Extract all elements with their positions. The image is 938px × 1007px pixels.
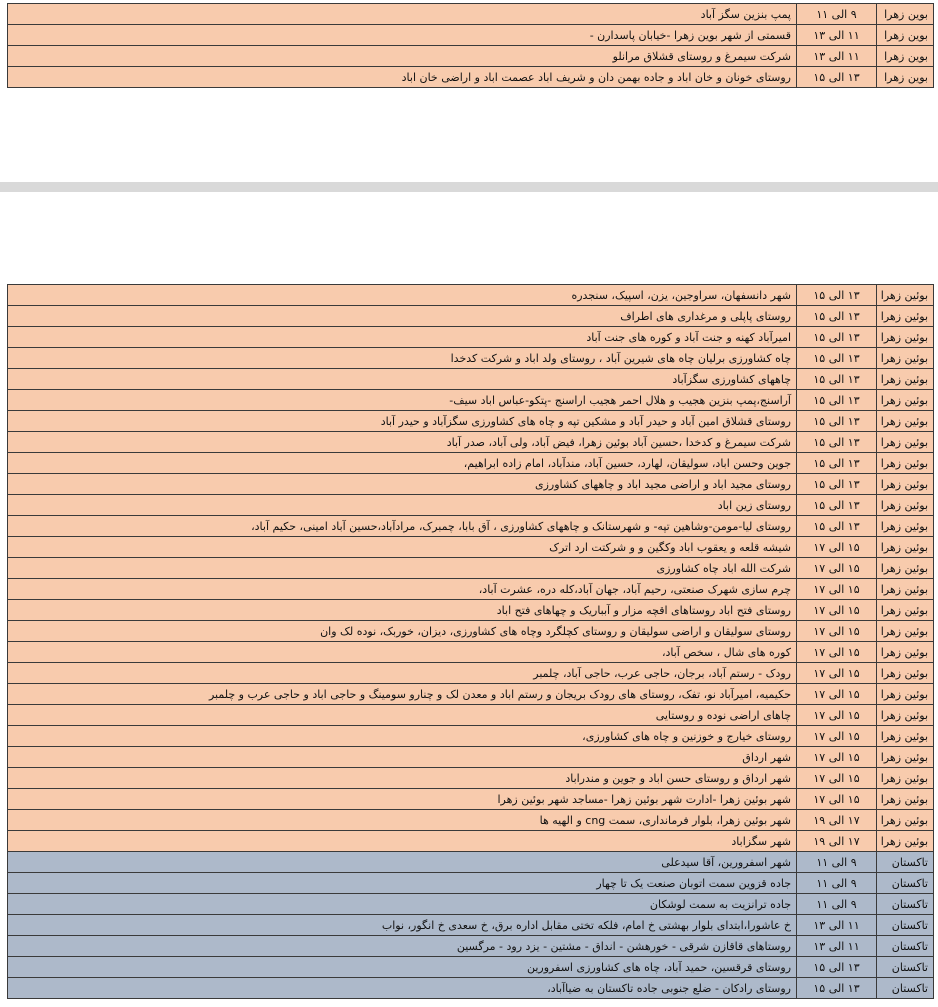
time-cell: ۹ الی ۱۱ bbox=[797, 894, 877, 915]
area-cell: جوین وحسن اباد، سولیقان، لهارد، حسین آباد، مندآباد، امام زاده ابراهیم، bbox=[8, 453, 797, 474]
table-row bbox=[8, 390, 934, 411]
time-cell: ۱۳ الی ۱۵ bbox=[797, 390, 877, 411]
table-row bbox=[8, 936, 934, 957]
time-cell: ۱۳ الی ۱۵ bbox=[797, 978, 877, 999]
time-cell: ۱۳ الی ۱۵ bbox=[797, 453, 877, 474]
table-row bbox=[8, 684, 934, 705]
table-row bbox=[8, 579, 934, 600]
area-cell: شهر سگزاباد bbox=[8, 831, 797, 852]
city-cell: بوین زهرا bbox=[877, 67, 934, 88]
city-cell: بوئین زهرا bbox=[877, 516, 934, 537]
area-cell: شهر ارداق و روستای حسن اباد و جوین و مندراباد bbox=[8, 768, 797, 789]
city-cell: بوئین زهرا bbox=[877, 789, 934, 810]
city-cell: تاکستان bbox=[877, 894, 934, 915]
table-row bbox=[8, 852, 934, 873]
table-row bbox=[8, 810, 934, 831]
outage-table-top bbox=[7, 3, 934, 88]
area-cell: روستای زین اباد bbox=[8, 495, 797, 516]
time-cell: ۱۵ الی ۱۷ bbox=[797, 726, 877, 747]
city-cell: بوئین زهرا bbox=[877, 495, 934, 516]
table-row bbox=[8, 285, 934, 306]
table-row bbox=[8, 411, 934, 432]
area-cell: رودک - رستم آباد، برجان، حاجی عرب، حاجی آباد، چلمبر bbox=[8, 663, 797, 684]
city-cell: تاکستان bbox=[877, 852, 934, 873]
city-cell: بوین زهرا bbox=[877, 46, 934, 67]
area-cell: شهر بوئین زهرا -ادارت شهر بوئین زهرا -مساجد شهر بوئین زهرا bbox=[8, 789, 797, 810]
area-cell: روستای فتح اباد روستاهای اقچه مزار و آبباریک و چهاهای فتح اباد bbox=[8, 600, 797, 621]
table-row bbox=[8, 894, 934, 915]
city-cell: تاکستان bbox=[877, 915, 934, 936]
area-cell: قسمتی از شهر بوین زهرا -خیابان پاسدارن - bbox=[8, 25, 797, 46]
time-cell: ۱۷ الی ۱۹ bbox=[797, 810, 877, 831]
time-cell: ۱۵ الی ۱۷ bbox=[797, 789, 877, 810]
time-cell: ۱۳ الی ۱۵ bbox=[797, 327, 877, 348]
section-divider bbox=[0, 182, 938, 192]
time-cell: ۱۳ الی ۱۵ bbox=[797, 432, 877, 453]
table-row bbox=[8, 432, 934, 453]
outage-table-main bbox=[7, 284, 934, 999]
area-cell: شهر دانسفهان، سراوجین، یزن، اسپیک، سنجدره bbox=[8, 285, 797, 306]
time-cell: ۱۵ الی ۱۷ bbox=[797, 642, 877, 663]
time-cell: ۱۱ الی ۱۳ bbox=[797, 915, 877, 936]
table-row bbox=[8, 516, 934, 537]
area-cell: شهر ارداق bbox=[8, 747, 797, 768]
time-cell: ۱۳ الی ۱۵ bbox=[797, 495, 877, 516]
area-cell: شیشه قلعه و یعقوب اباد وکگین و و شرکتت ارد اترک bbox=[8, 537, 797, 558]
city-cell: بوئین زهرا bbox=[877, 810, 934, 831]
time-cell: ۱۵ الی ۱۷ bbox=[797, 705, 877, 726]
time-cell: ۱۳ الی ۱۵ bbox=[797, 957, 877, 978]
table-row bbox=[8, 621, 934, 642]
table-row bbox=[8, 915, 934, 936]
table-row bbox=[8, 873, 934, 894]
city-cell: بوئین زهرا bbox=[877, 306, 934, 327]
city-cell: بوئین زهرا bbox=[877, 831, 934, 852]
city-cell: بوئین زهرا bbox=[877, 747, 934, 768]
city-cell: بوئین زهرا bbox=[877, 726, 934, 747]
time-cell: ۱۵ الی ۱۷ bbox=[797, 768, 877, 789]
table-row bbox=[8, 306, 934, 327]
table-row bbox=[8, 978, 934, 999]
city-cell: بوئین زهرا bbox=[877, 474, 934, 495]
area-cell: روستای رادکان - ضلع جنوبی جاده تاکستان به ضیاآباد، bbox=[8, 978, 797, 999]
table-row bbox=[8, 537, 934, 558]
time-cell: ۱۷ الی ۱۹ bbox=[797, 831, 877, 852]
table-row bbox=[8, 25, 934, 46]
time-cell: ۱۳ الی ۱۵ bbox=[797, 285, 877, 306]
time-cell: ۱۵ الی ۱۷ bbox=[797, 579, 877, 600]
area-cell: شرکت سیمرغ و روستای قشلاق مرانلو bbox=[8, 46, 797, 67]
table-row bbox=[8, 600, 934, 621]
area-cell: امیرآباد کهنه و جنت آباد و کوره های جنت آباد bbox=[8, 327, 797, 348]
table-row bbox=[8, 705, 934, 726]
city-cell: بوئین زهرا bbox=[877, 558, 934, 579]
table-row bbox=[8, 369, 934, 390]
area-cell: روستای خونان و خان اباد و جاده بهمن دان و شریف اباد عصمت اباد و اراضی خان اباد bbox=[8, 67, 797, 88]
city-cell: بوئین زهرا bbox=[877, 537, 934, 558]
city-cell: بوئین زهرا bbox=[877, 432, 934, 453]
time-cell: ۱۱ الی ۱۳ bbox=[797, 25, 877, 46]
table-row bbox=[8, 789, 934, 810]
area-cell: حکیمیه، امیرآباد نو، تفک، روستای های رودک بریجان و رستم اباد و معدن لک و چنارو سومینگ و حاجی اباد و حاجی عرب و چلمبر bbox=[8, 684, 797, 705]
table-row bbox=[8, 495, 934, 516]
city-cell: بوئین زهرا bbox=[877, 684, 934, 705]
table-row bbox=[8, 474, 934, 495]
area-cell: شهر بوئین زهرا، بلوار فرمانداری، سمت cng و الهیه ها bbox=[8, 810, 797, 831]
city-cell: بوین زهرا bbox=[877, 4, 934, 25]
time-cell: ۱۵ الی ۱۷ bbox=[797, 684, 877, 705]
time-cell: ۱۱ الی ۱۳ bbox=[797, 46, 877, 67]
table-row bbox=[8, 831, 934, 852]
city-cell: تاکستان bbox=[877, 873, 934, 894]
time-cell: ۱۳ الی ۱۵ bbox=[797, 348, 877, 369]
time-cell: ۱۳ الی ۱۵ bbox=[797, 474, 877, 495]
city-cell: بوئین زهرا bbox=[877, 600, 934, 621]
city-cell: بوئین زهرا bbox=[877, 663, 934, 684]
city-cell: بوئین زهرا bbox=[877, 369, 934, 390]
time-cell: ۱۱ الی ۱۳ bbox=[797, 936, 877, 957]
area-cell: روستاهای قاقازن شرقی - خورهشن - انداق - مشتین - یزد رود - مرگسین bbox=[8, 936, 797, 957]
area-cell: چاه کشاورزی برلیان چاه های شیرین آباد ، روستای ولد اباد و شرکت کدخدا bbox=[8, 348, 797, 369]
table-row bbox=[8, 558, 934, 579]
time-cell: ۱۵ الی ۱۷ bbox=[797, 558, 877, 579]
city-cell: بوئین زهرا bbox=[877, 579, 934, 600]
time-cell: ۱۳ الی ۱۵ bbox=[797, 369, 877, 390]
city-cell: تاکستان bbox=[877, 957, 934, 978]
time-cell: ۱۵ الی ۱۷ bbox=[797, 621, 877, 642]
city-cell: بوئین زهرا bbox=[877, 705, 934, 726]
table-row bbox=[8, 663, 934, 684]
city-cell: بوئین زهرا bbox=[877, 768, 934, 789]
city-cell: بوئین زهرا bbox=[877, 327, 934, 348]
city-cell: بوئین زهرا bbox=[877, 642, 934, 663]
time-cell: ۱۳ الی ۱۵ bbox=[797, 411, 877, 432]
time-cell: ۱۳ الی ۱۵ bbox=[797, 67, 877, 88]
time-cell: ۱۳ الی ۱۵ bbox=[797, 516, 877, 537]
table-row bbox=[8, 642, 934, 663]
area-cell: چاههای کشاورزی سگزآباد bbox=[8, 369, 797, 390]
area-cell: روستای لیا-مومن-وشاهین تپه- و شهرستانک و چاههای کشاورزی ، آق بابا، چمبرک، مرادآباد،حسین آباد امینی، حکیم آباد، bbox=[8, 516, 797, 537]
time-cell: ۱۵ الی ۱۷ bbox=[797, 537, 877, 558]
time-cell: ۹ الی ۱۱ bbox=[797, 873, 877, 894]
area-cell: روستای مجید اباد و اراضی مجید اباد و چاههای کشاورزی bbox=[8, 474, 797, 495]
area-cell: شرکت الله اباد چاه کشاورزی bbox=[8, 558, 797, 579]
table-row bbox=[8, 957, 934, 978]
city-cell: تاکستان bbox=[877, 936, 934, 957]
area-cell: جاده ترانزیت به سمت لوشکان bbox=[8, 894, 797, 915]
area-cell: جاده قزوین سمت اتوبان صنعت یک تا چهار bbox=[8, 873, 797, 894]
city-cell: بوئین زهرا bbox=[877, 411, 934, 432]
area-cell: شرکت سیمرغ و کدخدا ،حسین آباد بوئین زهرا، فیض آباد، ولی آباد، صدر آباد bbox=[8, 432, 797, 453]
time-cell: ۱۵ الی ۱۷ bbox=[797, 747, 877, 768]
area-cell: آراسنج،پمپ بنزین هجیب و هلال احمر هجیب اراسنج -پتکو-عباس اباد سیف- bbox=[8, 390, 797, 411]
time-cell: ۱۳ الی ۱۵ bbox=[797, 306, 877, 327]
time-cell: ۱۵ الی ۱۷ bbox=[797, 600, 877, 621]
city-cell: بوین زهرا bbox=[877, 25, 934, 46]
table-row bbox=[8, 4, 934, 25]
area-cell: خ عاشورا،ابتدای بلوار بهشتی خ امام، فلکه تختی مقابل اداره برق، خ سعدی خ انگور، نواب bbox=[8, 915, 797, 936]
time-cell: ۱۵ الی ۱۷ bbox=[797, 663, 877, 684]
area-cell: روستای خیارج و خوزنین و چاه های کشاورزی، bbox=[8, 726, 797, 747]
area-cell: شهر اسفرورین، آقا سیدعلی bbox=[8, 852, 797, 873]
table-row bbox=[8, 453, 934, 474]
table-row bbox=[8, 67, 934, 88]
table-row bbox=[8, 768, 934, 789]
city-cell: بوئین زهرا bbox=[877, 453, 934, 474]
table-row bbox=[8, 327, 934, 348]
area-cell: روستای قشلاق امین آباد و حیدر آباد و مشکین تپه و چاه های کشاورزی سگزآباد و حیدر آباد bbox=[8, 411, 797, 432]
table-row bbox=[8, 348, 934, 369]
area-cell: کوره های شال ، سخص آباد، bbox=[8, 642, 797, 663]
table-row bbox=[8, 726, 934, 747]
area-cell: چرم سازی شهرک صنعتی، رحیم آباد، جهان آباد،کله دره، عشرت آباد، bbox=[8, 579, 797, 600]
city-cell: تاکستان bbox=[877, 978, 934, 999]
area-cell: پمپ بنزین سگز آباد bbox=[8, 4, 797, 25]
city-cell: بوئین زهرا bbox=[877, 285, 934, 306]
city-cell: بوئین زهرا bbox=[877, 621, 934, 642]
city-cell: بوئین زهرا bbox=[877, 390, 934, 411]
area-cell: روستای قرقسین، حمید آباد، چاه های کشاورزی اسفرورین bbox=[8, 957, 797, 978]
table-row bbox=[8, 46, 934, 67]
table-row bbox=[8, 747, 934, 768]
time-cell: ۹ الی ۱۱ bbox=[797, 852, 877, 873]
area-cell: چاهای اراضی نوده و روستایی bbox=[8, 705, 797, 726]
area-cell: روستای پاپلی و مرغداری های اطراف bbox=[8, 306, 797, 327]
city-cell: بوئین زهرا bbox=[877, 348, 934, 369]
area-cell: روستای سولیقان و اراضی سولیقان و روستای کچلگرد وچاه های کشاورزی، دیزان، خوربک، نوده لک وان bbox=[8, 621, 797, 642]
time-cell: ۹ الی ۱۱ bbox=[797, 4, 877, 25]
